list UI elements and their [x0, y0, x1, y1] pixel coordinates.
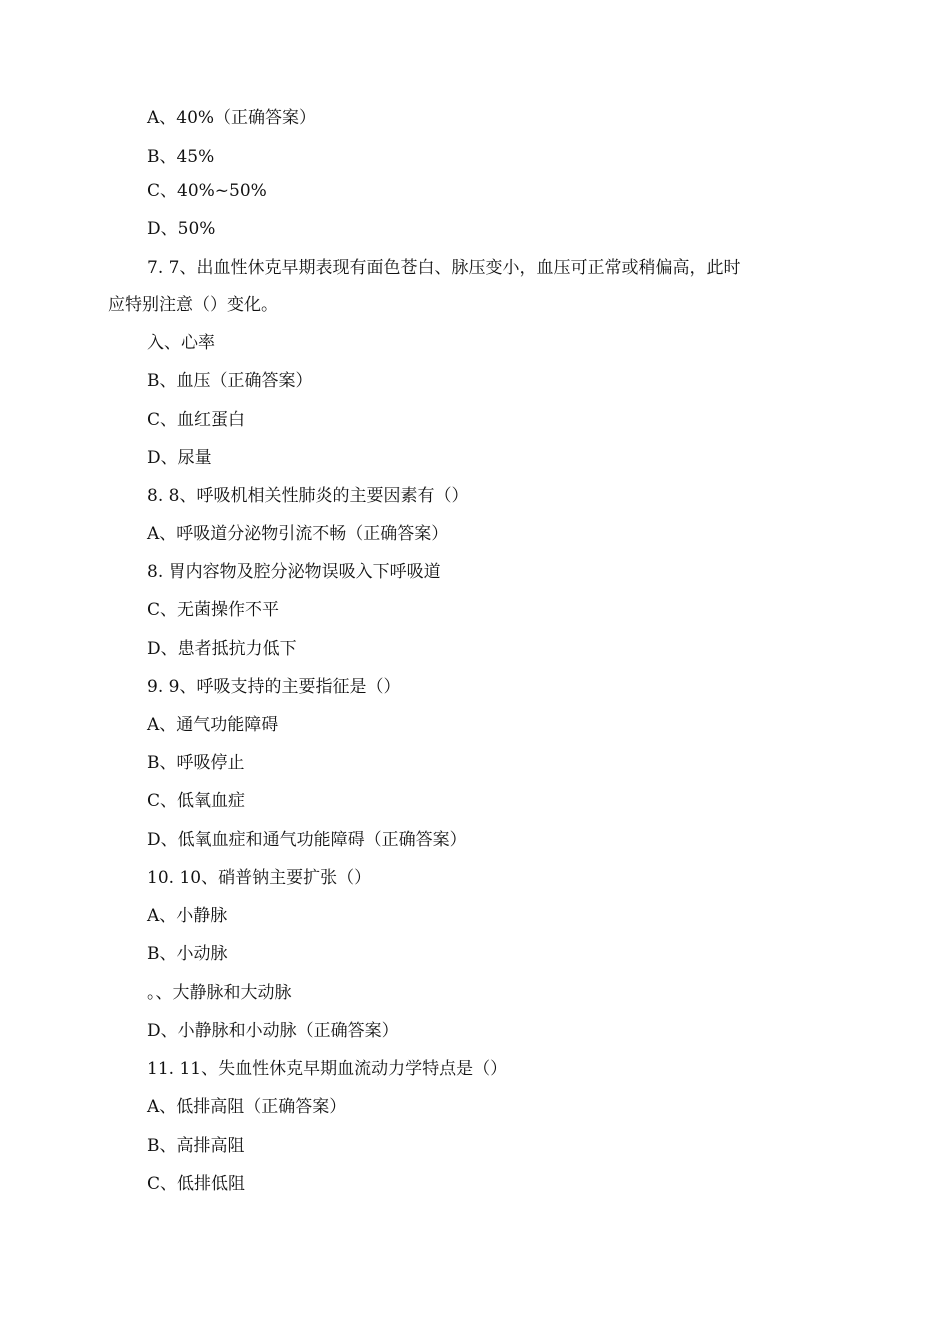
option-line: C、低氧血症 [147, 791, 246, 811]
question-line: 11. 11、失血性休克早期血流动力学特点是（） [147, 1059, 508, 1079]
option-line: C、血红蛋白 [147, 410, 246, 430]
question-line-continued: 应特别注意（）变化。 [108, 295, 278, 315]
question-line: 9. 9、呼吸支持的主要指征是（） [147, 677, 401, 697]
option-line: D、50% [147, 219, 216, 239]
option-line: A、通气功能障碍 [147, 715, 279, 735]
option-line: C、低排低阻 [147, 1174, 246, 1194]
option-line: A、低排高阻（正确答案） [147, 1097, 347, 1117]
question-line: 7. 7、出血性休克早期表现有面色苍白、脉压变小，血压可正常或稍偏高，此时 [147, 258, 741, 278]
option-line: C、40%~50% [147, 181, 267, 201]
option-line: D、患者抵抗力低下 [147, 639, 297, 659]
option-line: 8. 胃内容物及腔分泌物误吸入下呼吸道 [147, 562, 441, 582]
option-line: A、小静脉 [147, 906, 228, 926]
option-line: D、低氧血症和通气功能障碍（正确答案） [147, 830, 467, 850]
option-line: A、呼吸道分泌物引流不畅（正确答案） [147, 524, 449, 544]
option-line: 入、心率 [147, 333, 215, 353]
option-line: B、小动脉 [147, 944, 228, 964]
option-line: C、无菌操作不平 [147, 600, 280, 620]
option-line: D、小静脉和小动脉（正确答案） [147, 1021, 399, 1041]
option-line: B、高排高阻 [147, 1136, 245, 1156]
option-line: B、45% [147, 147, 215, 167]
option-line: 。、大静脉和大动脉 [147, 983, 292, 1003]
question-line: 10. 10、硝普钠主要扩张（） [147, 868, 372, 888]
question-line: 8. 8、呼吸机相关性肺炎的主要因素有（） [147, 486, 469, 506]
option-line: B、血压（正确答案） [147, 371, 313, 391]
option-line: A、40%（正确答案） [147, 108, 317, 128]
option-line: B、呼吸停止 [147, 753, 245, 773]
option-line: D、尿量 [147, 448, 212, 468]
